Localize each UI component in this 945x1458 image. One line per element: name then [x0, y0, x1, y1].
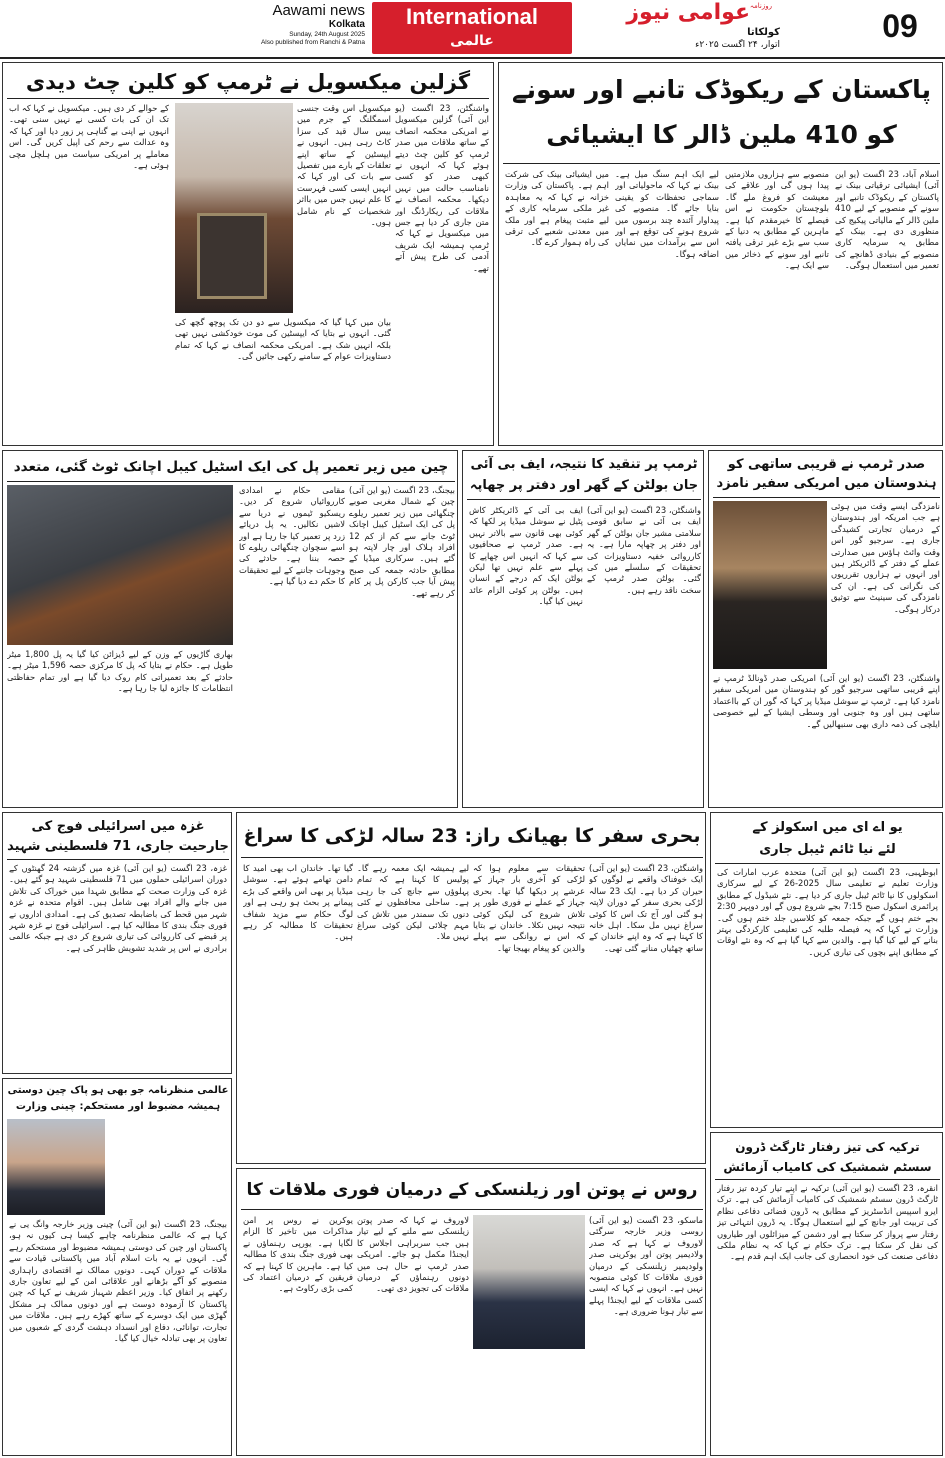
city-english: Kolkata	[328, 19, 365, 30]
china-bridge-col2: مقامی حکام نے امدادی کارروائیاں شروع کر دیں۔ ریسکیو ٹیموں نے دریا سے لاشیں نکالیں۔ یہ پل دریائے زرد پر تعمیر کیا جا رہا ہے اور اسے سچوان چنگھائی ریلوے کا حصہ بننا ہے۔ حادثے کی وجوہات جاننے کے لیے تحقیقات کا حکم دے دیا گیا ہے۔	[239, 485, 345, 587]
trump-envoy-headline: صدر ٹرمپ نے قریبی ساتھی کو ہندوستان میں امریکی سفیر نامزد	[716, 457, 937, 491]
russia-col3: یوکرین نے روس پر امن مذاکرات میں تاخیر کا الزام لگایا ہے۔ یورپی رہنماؤں نے بھی فوری جنگ بندی کا مطالبہ کیا ہے۔ ماہرین کا کہنا ہے کہ فریقین کے درمیان اعتماد کی کمی بڑی رکاوٹ ہے۔	[243, 1215, 353, 1294]
reko-headline-line1: پاکستان کے ریکوڈک تانبے اور سونے	[512, 75, 931, 104]
sea-mystery-col1: واشنگٹن، 23 اگست (یو این آئی) ایک خوفناک واقعے نے لوگوں کو حیران کر دیا ہے۔ ایک 23 سالہ لڑکی بحری سفر کے دوران لاپتہ ہو گئی اور آج تک اس کا کوئی سراغ نہیں مل سکا۔ اہل خانہ کا کہنا ہے کہ وہ اپنے خاندان کے ساتھ چھٹیاں منانے گئی تھی۔	[589, 863, 703, 953]
sea-mystery-headline: بحری سفر کا بھیانک راز: 23 سالہ لڑکی کا سراغ	[243, 825, 701, 847]
page-number: 09	[882, 8, 918, 44]
trump-envoy-story	[708, 450, 943, 808]
brand-urdu: عوامی نیوز	[626, 0, 750, 25]
gaza-headline-line2: جارحیت جاری، 71 فلسطینی شہید	[7, 839, 229, 854]
china-bridge-photo	[7, 485, 233, 645]
masthead-english-brand	[155, 2, 365, 47]
gaza-story	[2, 812, 232, 1074]
section-title-urdu: عالمی	[450, 33, 494, 49]
reko-headline-line2: کو 410 ملین ڈالر کا ایشیائی	[546, 120, 897, 149]
uae-school-headline-line2: لئے نیا ٹائم ٹیبل جاری	[759, 842, 896, 857]
turkey-drone-story	[710, 1132, 943, 1456]
bolton-headline-rule	[467, 499, 701, 500]
china-pak-photo	[7, 1119, 105, 1215]
section-title-english: International	[405, 4, 538, 29]
maxwell-col3: بیان میں کہا گیا کہ میکسویل سے دو دن تک پوچھ گچھ کی گئی۔ انہوں نے بتایا کہ ایپسٹین کی موت خودکشی نہیں تھی بلکہ انہیں شک ہے۔ امریکی محکمہ انصاف نے کہا کہ تمام دستاویزات عوام کے سامنے رکھی جائیں گی۔	[175, 317, 391, 362]
sea-mystery-col3: لیے ہمیشہ ایک معمہ رہے گا۔ پولیس کا کہنا ہے کہ تمام پہلوؤں سے جانچ کی جا رہی ہے۔ ساحلی محافظوں نے کئی دنوں تک سمندر میں تلاش کی مہم چلائی لیکن کوئی سراغ نہیں ملا۔	[357, 863, 469, 942]
brand-urdu-tag: روزنامہ	[749, 2, 772, 10]
uae-school-headline-line1: یو اے ای میں اسکولز کے	[752, 820, 903, 835]
sea-mystery-headline-rule	[241, 857, 703, 858]
maxwell-headline-rule	[7, 98, 489, 99]
gaza-headline-line1: غزہ میں اسرائیلی فوج کی	[31, 819, 205, 834]
editions-english: Also published from Ranchi & Patna	[260, 39, 365, 46]
sea-mystery-col2: تحقیقات سے معلوم ہوا کہ لڑکی کو آخری بار جہاز کے عرشے پر دیکھا گیا تھا۔ بحری جہاز کے عملے نے فوری طور پر تلاش شروع کی لیکن کوئی نتیجہ نہیں نکلا۔ خاندان نے بتایا کہ اس نے روانگی سے پہلے والدین کو پیغام بھیجا تھا۔	[473, 863, 585, 953]
sea-mystery-col4: گیا تھا۔ خاندان اب بھی امید کا دامن تھامے ہوئے ہے۔ سوشل میڈیا پر بھی اس واقعے کی بڑے پیمانے پر بحث ہو رہی ہے اور لوگ حکام سے مزید شفاف تحقیقات کا مطالبہ کر رہے ہیں۔	[243, 863, 353, 942]
portrait-frame-icon	[197, 213, 267, 299]
russia-headline-rule	[241, 1209, 703, 1210]
reko-col2: منصوبے سے ہزاروں ملازمتیں پیدا ہوں گی اور علاقے کی معیشت کو فروغ ملے گا۔ بلوچستان حکومت نے اس فیصلے کا خیرمقدم کیا ہے۔ ماہرین کے مطابق یہ دنیا کے سب سے بڑے غیر ترقی یافتہ تانبے اور سونے کے ذخائر میں سے ایک ہے۔	[725, 169, 829, 271]
trump-envoy-col1: واشنگٹن، 23 اگست (یو این آئی) امریکی صدر ڈونالڈ ٹرمپ نے اپنے قریبی ساتھی سرجیو گور کو ہندوستان میں امریکی سفیر نامزد کیا ہے۔ ٹرمپ نے سوشل میڈیا پر کہا کہ گور ان کے بااعتماد ساتھی ہیں اور وہ جنوبی اور وسطی ایشیا کے لیے خصوصی ایلچی کی ذمہ داری بھی سنبھالیں گے۔	[713, 673, 940, 729]
maxwell-story	[2, 62, 494, 446]
date-english: Sunday, 24th August 2025	[289, 31, 365, 38]
maxwell-headline: گزلین میکسویل نے ٹرمپ کو کلین چٹ دیدی	[25, 70, 471, 94]
turkey-drone-headline-rule	[715, 1179, 940, 1180]
china-pak-headline-line2: ہمیشہ مضبوط اور مستحکم: چینی وزارت	[15, 1101, 221, 1112]
china-bridge-col1: بیجنگ، 23 اگست (یو این آئی) چین کے شمال مغربی صوبے چنگھائی میں زیر تعمیر ریلوے پل کی ایک اسٹیل کیبل اچانک ٹوٹ جانے سے کم از کم 12 افراد ہلاک اور چار لاپتہ ہو گئے ہیں۔ سرکاری میڈیا کے مطابق حادثہ جمعہ کی صبح پیش آیا جب کارکن پل پر کام کر رہے تھے۔	[349, 485, 455, 598]
masthead-divider	[0, 57, 945, 59]
trump-envoy-photo	[713, 501, 827, 669]
russia-story	[236, 1168, 706, 1456]
brand-english: Aawami news	[272, 2, 365, 19]
bolton-story	[462, 450, 704, 808]
reko-story	[498, 62, 943, 446]
trump-envoy-col2: نامزدگی ایسے وقت میں ہوئی ہے جب امریکہ اور ہندوستان کے درمیان تجارتی کشیدگی جاری ہے۔ سرجیو گور اس وقت وائٹ ہاؤس میں صدارتی عملے کے دفتر کے ڈائریکٹر ہیں اور انہوں نے ہزاروں تقرریوں کی نگرانی کی ہے۔ ان کی نامزدگی کی سینیٹ سے توثیق درکار ہوگی۔	[831, 501, 940, 614]
china-pak-body: بیجنگ، 23 اگست (یو این آئی) چینی وزیر خارجہ وانگ یی نے کہا ہے کہ عالمی منظرنامہ چاہے کیسا ہی کیوں نہ ہو، پاکستان اور چین کی دوستی ہمیشہ مضبوط اور مستحکم رہے گی۔ انہوں نے یہ بات اسلام آباد میں پاکستانی قیادت سے ملاقات کے دوران کہی۔ دونوں ممالک نے اقتصادی راہداری منصوبے کو آگے بڑھانے اور علاقائی امن کے لیے تعاون جاری رکھنے پر اتفاق کیا۔ وزیر اعظم شہباز شریف نے کہا کہ چین پاکستان کا آزمودہ دوست ہے اور دونوں ممالک ہر مشکل گھڑی میں ایک دوسرے کے ساتھ کھڑے رہے ہیں۔ ملاقات میں تجارت، توانائی، دفاع اور انسداد دہشت گردی کے شعبوں میں تعاون پر بھی تبادلہ خیال کیا گیا۔	[9, 1219, 227, 1344]
turkey-drone-headline-line1: ترکیہ کی تیز رفتار ٹارگٹ ڈرون	[735, 1140, 920, 1154]
reko-col3: لیے ایک اہم سنگ میل ہے۔ بینک نے کہا کہ ماحولیاتی اور سماجی تحفظات کو یقینی بنایا جائے گا۔ منصوبے کی پیداوار آئندہ چند برسوں میں شروع ہونے کی توقع ہے اور اس سے برآمدات میں نمایاں اضافہ ہوگا۔	[615, 169, 719, 259]
gaza-body: غزہ، 23 اگست (یو این آئی) غزہ میں گزشتہ 24 گھنٹوں کے دوران اسرائیلی حملوں میں 71 فلسطینی شہید ہو گئے ہیں۔ غزہ کی وزارت صحت کے مطابق شہدا میں خوراک کی تلاش میں جانے والے افراد بھی شامل ہیں۔ اقوام متحدہ نے غزہ شہر میں قحط کی باضابطہ تصدیق کی ہے۔ امدادی اداروں نے فوری جنگ بندی کا مطالبہ کیا ہے۔ اسرائیلی فوج نے غزہ شہر پر قبضے کی کارروائی کی تیاری شروع کر دی ہے جبکہ عالمی برادری نے اس پر شدید تشویش ظاہر کی ہے۔	[9, 863, 227, 953]
date-urdu: اتوار، ۲۴ اگست ۲۰۲۵ء	[695, 40, 780, 50]
reko-headline-rule	[503, 163, 940, 164]
bolton-col1: واشنگٹن، 23 اگست (یو این آئی) ایف بی آئی نے سابق قومی سلامتی مشیر جان بولٹن کے گھر اور دفتر پر چھاپہ مارا ہے۔ یہ کارروائی خفیہ دستاویزات کی تحقیقات کے سلسلے میں کی گئی۔ بولٹن صدر ٹرمپ کے سخت ناقد رہے ہیں۔	[587, 505, 701, 595]
turkey-drone-body: انقرہ، 23 اگست (یو این آئی) ترکیہ نے اپنے تیار کردہ تیز رفتار ٹارگٹ ڈرون سسٹم شمشیک کی کامیاب آزمائش کی ہے۔ ترک ایرو اسپیس انڈسٹریز کے مطابق یہ ڈرون فضائی دفاعی نظام کی تربیت اور جانچ کے لیے استعمال ہوگا۔ یہ ڈرون انتہائی تیز رفتار سے پرواز کر سکتا ہے اور دشمن کے میزائلوں اور طیاروں کی نقل کر سکتا ہے۔ ترک حکام نے کہا کہ یہ نظام ملکی دفاعی صنعت کی خود انحصاری کی جانب ایک اہم قدم ہے۔	[717, 1183, 938, 1262]
section-banner	[372, 2, 572, 54]
china-pak-story	[2, 1078, 232, 1456]
turkey-drone-headline-line2: سسٹم شمشیک کی کامیاب آزمائش	[723, 1160, 932, 1174]
bolton-headline-line2: جان بولٹن کے گھر اور دفتر پر چھاپہ	[469, 478, 699, 493]
gaza-headline-rule	[7, 859, 229, 860]
uae-school-story	[710, 812, 943, 1128]
sea-mystery-story	[236, 812, 706, 1164]
maxwell-col2: میکسویل اس وقت جنسی اسمگلنگ کے جرم میں بیس سال قید کی سزا کاٹ رہی ہیں۔ انہوں نے ایپسٹین کے ساتھ اپنے تعلقات کے بارے میں تفصیل سے بات کی اور کہا کہ انہیں ایسی کسی فہرست کا علم نہیں جس میں بااثر شخصیات کے نام شامل ہوں۔	[297, 103, 391, 228]
maxwell-photo	[175, 103, 293, 313]
china-bridge-story	[2, 450, 458, 808]
russia-headline: روس نے پوتن اور زیلنسکی کے درمیان فوری ملاقات کا	[246, 1180, 698, 1200]
city-urdu: کولکاتا	[747, 27, 780, 38]
uae-school-headline-rule	[715, 863, 940, 864]
russia-photo	[473, 1215, 585, 1349]
reko-col4: میں ایشیائی بینک کی شرکت اہم ہے۔ پاکستان کی وزارت خزانہ نے کہا کہ یہ معاہدہ غیر ملکی سرمایہ کاری کے لیے مثبت پیغام ہے اور ملک میں معدنی شعبے کی ترقی کی راہ ہموار کرے گا۔	[505, 169, 609, 248]
maxwell-col4: کے حوالے کر دی ہیں۔ میکسویل نے کہا کہ اب تک ان کی بات کسی نے نہیں سنی تھی۔ انہوں نے اپنی بے گناہی پر زور دیا اور کہا کہ وہ عدالت سے رحم کی اپیل کریں گی۔ اس معاملے پر امریکی سیاست میں ہلچل مچی ہوئی ہے۔	[9, 103, 169, 171]
china-bridge-headline: چین میں زیر تعمیر پل کی ایک اسٹیل کیبل اچانک ٹوٹ گئی، متعدد	[13, 459, 449, 475]
russia-col1: ماسکو، 23 اگست (یو این آئی) روسی وزیر خارجہ سرگئی لاوروف نے کہا ہے کہ صدر ولادیمیر پوتن اور یوکرینی صدر ولودیمیر زیلنسکی کے درمیان فوری ملاقات کا کوئی منصوبہ نہیں ہے۔ انہوں نے کہا کہ ایسی کسی ملاقات کے لیے ایجنڈا پہلے سے تیار ہونا ضروری ہے۔	[589, 1215, 703, 1317]
china-pak-headline-line1: عالمی منظرنامہ جو بھی ہو پاک چین دوستی	[7, 1085, 229, 1096]
trump-envoy-headline-rule	[713, 497, 940, 498]
maxwell-col1: واشنگٹن، 23 اگست (یو این آئی) گزلین میکسویل نے امریکی محکمہ انصاف کے ساتھ ملاقات میں صدر ٹرمپ کو کلین چٹ دیتے ہوئے کہا کہ انہوں نے کبھی صدر کو کسی نامناسب حالت میں نہیں دیکھا۔ محکمہ انصاف نے ملاقات کی ریکارڈنگ اور متن جاری کر دیا ہے جس میں میکسویل نے کہا کہ ٹرمپ ہمیشہ ایک شریف آدمی کی طرح پیش آتے تھے۔	[395, 103, 489, 273]
russia-col2: لاوروف نے کہا کہ صدر پوتن زیلنسکی سے ملنے کے لیے تیار ہیں جب سربراہی اجلاس کا ایجنڈا مکمل ہو جائے۔ امریکی صدر ٹرمپ نے حال ہی میں دونوں رہنماؤں کے درمیان ملاقات کی تجویز دی تھی۔	[357, 1215, 469, 1294]
bolton-headline-line1: ٹرمپ پر تنقید کا نتیجہ، ایف بی آئی	[470, 457, 698, 472]
reko-col1: اسلام آباد، 23 اگست (یو این آئی) ایشیائی ترقیاتی بینک نے پاکستان کے ریکوڈک تانبے اور سونے کے منصوبے کے لیے 410 ملین ڈالر کے مالیاتی پیکیج کی منظوری دی ہے۔ بینک کے مطابق یہ سرمایہ کاری منصوبے کے بنیادی ڈھانچے کی تعمیر میں استعمال ہوگی۔	[835, 169, 939, 271]
bolton-col2: ایف بی آئی کے ڈائریکٹر کاش پٹیل نے سوشل میڈیا پر لکھا کہ کوئی بھی قانون سے بالاتر نہیں ہے۔ صدر ٹرمپ نے صحافیوں سے کہا کہ انہیں اس چھاپے کا پہلے سے علم نہیں تھا لیکن بولٹن ایک کم درجے کے انسان ہیں۔ بولٹن پر کوئی الزام عائد نہیں کیا گیا۔	[469, 505, 583, 607]
masthead-urdu-brand	[580, 0, 780, 56]
china-bridge-col3: بھاری گاڑیوں کے وزن کے لیے ڈیزائن کیا گیا یہ پل 1,800 میٹر طویل ہے۔ حکام نے بتایا کہ پل کا مرکزی حصہ 1,596 میٹر ہے۔ حادثے کے بعد تعمیراتی کام روک دیا گیا ہے اور تمام حفاظتی انتظامات کا جائزہ لیا جا رہا ہے۔	[7, 649, 233, 694]
masthead	[0, 0, 945, 58]
china-bridge-headline-rule	[7, 481, 455, 482]
uae-school-body: ابوظہبی، 23 اگست (یو این آئی) متحدہ عرب امارات کی وزارت تعلیم نے تعلیمی سال 2025-26 کے لیے سرکاری اسکولوں کا نیا ٹائم ٹیبل جاری کر دیا ہے۔ نئے شیڈول کے مطابق پرائمری اسکول صبح 7:15 بجے شروع ہوں گے اور دوپہر 2:30 بجے ختم ہوں گے جبکہ جمعہ کو کلاسیں جلد ختم ہوں گی۔ وزارت نے کہا کہ یہ فیصلہ طلبہ کی تعلیمی کارکردگی بہتر بنانے کے لیے کیا گیا ہے۔ والدین سے کہا گیا ہے کہ وہ نئے اوقات کے مطابق اپنے بچوں کی تیاری کریں۔	[717, 867, 938, 957]
